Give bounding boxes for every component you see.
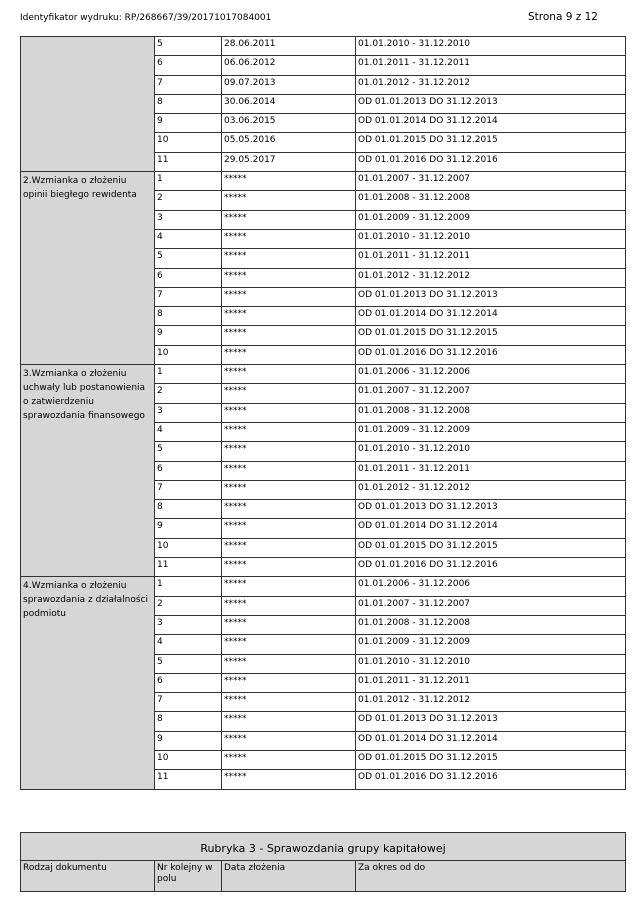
sequence-number-cell: 10 — [155, 133, 222, 152]
sequence-number-cell: 4 — [155, 422, 222, 441]
period-cell: 01.01.2012 - 31.12.2012 — [356, 693, 626, 712]
period-cell: OD 01.01.2015 DO 31.12.2015 — [356, 326, 626, 345]
filing-date-cell: ***** — [222, 287, 356, 306]
filing-date-cell: ***** — [222, 249, 356, 268]
sequence-number-cell: 5 — [155, 37, 222, 56]
sequence-number-cell: 5 — [155, 249, 222, 268]
period-cell: OD 01.01.2015 DO 31.12.2015 — [356, 133, 626, 152]
period-cell: 01.01.2008 - 31.12.2008 — [356, 403, 626, 422]
filing-date-cell: ***** — [222, 384, 356, 403]
sequence-number-cell: 11 — [155, 152, 222, 171]
sequence-number-cell: 7 — [155, 287, 222, 306]
sequence-number-cell: 2 — [155, 191, 222, 210]
period-cell: 01.01.2010 - 31.12.2010 — [356, 229, 626, 248]
filing-date-cell: ***** — [222, 326, 356, 345]
column-header-filing-date: Data złożenia — [222, 861, 356, 892]
filing-date-cell: 03.06.2015 — [222, 114, 356, 133]
rubryka-title: Rubryka 3 - Sprawozdania grupy kapitałowej — [21, 833, 626, 861]
period-cell: 01.01.2006 - 31.12.2006 — [356, 577, 626, 596]
filing-date-cell: ***** — [222, 673, 356, 692]
filing-date-cell: ***** — [222, 635, 356, 654]
period-cell: 01.01.2011 - 31.12.2011 — [356, 673, 626, 692]
filing-date-cell: 06.06.2012 — [222, 56, 356, 75]
page-number: Strona 9 z 12 — [528, 11, 598, 23]
filing-date-cell: ***** — [222, 345, 356, 364]
period-cell: OD 01.01.2015 DO 31.12.2015 — [356, 750, 626, 769]
filing-date-cell: ***** — [222, 596, 356, 615]
period-cell: OD 01.01.2014 DO 31.12.2014 — [356, 731, 626, 750]
period-cell: 01.01.2010 - 31.12.2010 — [356, 37, 626, 56]
sequence-number-cell: 1 — [155, 172, 222, 191]
filing-date-cell: ***** — [222, 712, 356, 731]
section-label: 2.Wzmianka o złożeniu opinii biegłego rewidenta — [21, 172, 155, 365]
period-cell: 01.01.2006 - 31.12.2006 — [356, 365, 626, 384]
section-label: 4.Wzmianka o złożeniu sprawozdania z działalności podmiotu — [21, 577, 155, 789]
period-cell: 01.01.2012 - 31.12.2012 — [356, 75, 626, 94]
sequence-number-cell: 5 — [155, 654, 222, 673]
period-cell: 01.01.2009 - 31.12.2009 — [356, 210, 626, 229]
rubryka-3-table — [20, 832, 626, 892]
sequence-number-cell: 6 — [155, 461, 222, 480]
period-cell: 01.01.2008 - 31.12.2008 — [356, 191, 626, 210]
filing-date-cell: 05.05.2016 — [222, 133, 356, 152]
sequence-number-cell: 1 — [155, 577, 222, 596]
period-cell: 01.01.2009 - 31.12.2009 — [356, 422, 626, 441]
sequence-number-cell: 9 — [155, 326, 222, 345]
period-cell: OD 01.01.2016 DO 31.12.2016 — [356, 770, 626, 789]
sequence-number-cell: 7 — [155, 693, 222, 712]
filing-date-cell: ***** — [222, 172, 356, 191]
sequence-number-cell: 6 — [155, 673, 222, 692]
column-header-sequence-number: Nr kolejny w polu — [155, 861, 222, 892]
column-header-document-type: Rodzaj dokumentu — [21, 861, 155, 892]
period-cell: 01.01.2010 - 31.12.2010 — [356, 654, 626, 673]
filing-date-cell: ***** — [222, 365, 356, 384]
filing-date-cell: ***** — [222, 191, 356, 210]
period-cell: 01.01.2007 - 31.12.2007 — [356, 596, 626, 615]
sequence-number-cell: 7 — [155, 480, 222, 499]
filing-date-cell: ***** — [222, 519, 356, 538]
sequence-number-cell: 8 — [155, 500, 222, 519]
sequence-number-cell: 2 — [155, 596, 222, 615]
period-cell: OD 01.01.2015 DO 31.12.2015 — [356, 538, 626, 557]
sequence-number-cell: 1 — [155, 365, 222, 384]
table-row — [21, 172, 626, 191]
filing-date-cell: 30.06.2014 — [222, 94, 356, 113]
filing-date-cell: 29.05.2017 — [222, 152, 356, 171]
filing-date-cell: ***** — [222, 770, 356, 789]
filing-date-cell: ***** — [222, 307, 356, 326]
filing-date-cell: ***** — [222, 654, 356, 673]
period-cell: OD 01.01.2013 DO 31.12.2013 — [356, 287, 626, 306]
period-cell: 01.01.2012 - 31.12.2012 — [356, 480, 626, 499]
period-cell: 01.01.2010 - 31.12.2010 — [356, 442, 626, 461]
sequence-number-cell: 9 — [155, 731, 222, 750]
filing-date-cell: 09.07.2013 — [222, 75, 356, 94]
filing-date-cell: ***** — [222, 500, 356, 519]
sequence-number-cell: 8 — [155, 712, 222, 731]
period-cell: OD 01.01.2016 DO 31.12.2016 — [356, 345, 626, 364]
sequence-number-cell: 4 — [155, 229, 222, 248]
section-label: 3.Wzmianka o złożeniu uchwały lub postanowienia o zatwierdzeniu sprawozdania finansowego — [21, 365, 155, 577]
filing-date-cell: ***** — [222, 538, 356, 557]
sequence-number-cell: 10 — [155, 345, 222, 364]
sequence-number-cell: 9 — [155, 114, 222, 133]
filing-date-cell: ***** — [222, 750, 356, 769]
sequence-number-cell: 11 — [155, 558, 222, 577]
table-row — [21, 365, 626, 384]
filings-table — [20, 36, 626, 790]
period-cell: 01.01.2009 - 31.12.2009 — [356, 635, 626, 654]
table-row — [21, 37, 626, 56]
filing-date-cell: ***** — [222, 229, 356, 248]
section-label — [21, 37, 155, 172]
filing-date-cell: ***** — [222, 693, 356, 712]
period-cell: OD 01.01.2013 DO 31.12.2013 — [356, 94, 626, 113]
sequence-number-cell: 10 — [155, 538, 222, 557]
sequence-number-cell: 11 — [155, 770, 222, 789]
filing-date-cell: ***** — [222, 210, 356, 229]
sequence-number-cell: 6 — [155, 268, 222, 287]
period-cell: OD 01.01.2014 DO 31.12.2014 — [356, 519, 626, 538]
sequence-number-cell: 10 — [155, 750, 222, 769]
filing-date-cell: ***** — [222, 615, 356, 634]
period-cell: 01.01.2008 - 31.12.2008 — [356, 615, 626, 634]
period-cell: 01.01.2011 - 31.12.2011 — [356, 461, 626, 480]
column-header-period: Za okres od do — [356, 861, 626, 892]
sequence-number-cell: 2 — [155, 384, 222, 403]
sequence-number-cell: 6 — [155, 56, 222, 75]
filing-date-cell: ***** — [222, 422, 356, 441]
sequence-number-cell: 9 — [155, 519, 222, 538]
period-cell: OD 01.01.2016 DO 31.12.2016 — [356, 558, 626, 577]
period-cell: OD 01.01.2016 DO 31.12.2016 — [356, 152, 626, 171]
period-cell: 01.01.2011 - 31.12.2011 — [356, 249, 626, 268]
filing-date-cell: ***** — [222, 577, 356, 596]
table-row — [21, 577, 626, 596]
period-cell: OD 01.01.2013 DO 31.12.2013 — [356, 500, 626, 519]
period-cell: 01.01.2007 - 31.12.2007 — [356, 172, 626, 191]
period-cell: OD 01.01.2013 DO 31.12.2013 — [356, 712, 626, 731]
sequence-number-cell: 3 — [155, 615, 222, 634]
filing-date-cell: ***** — [222, 442, 356, 461]
sequence-number-cell: 8 — [155, 94, 222, 113]
sequence-number-cell: 8 — [155, 307, 222, 326]
sequence-number-cell: 3 — [155, 403, 222, 422]
print-identifier: Identyfikator wydruku: RP/268667/39/20171017084001 — [20, 13, 272, 23]
sequence-number-cell: 3 — [155, 210, 222, 229]
sequence-number-cell: 7 — [155, 75, 222, 94]
filing-date-cell: ***** — [222, 558, 356, 577]
filing-date-cell: ***** — [222, 268, 356, 287]
period-cell: OD 01.01.2014 DO 31.12.2014 — [356, 307, 626, 326]
filing-date-cell: 28.06.2011 — [222, 37, 356, 56]
filing-date-cell: ***** — [222, 480, 356, 499]
filing-date-cell: ***** — [222, 731, 356, 750]
period-cell: OD 01.01.2014 DO 31.12.2014 — [356, 114, 626, 133]
filing-date-cell: ***** — [222, 403, 356, 422]
period-cell: 01.01.2011 - 31.12.2011 — [356, 56, 626, 75]
sequence-number-cell: 5 — [155, 442, 222, 461]
sequence-number-cell: 4 — [155, 635, 222, 654]
period-cell: 01.01.2012 - 31.12.2012 — [356, 268, 626, 287]
filing-date-cell: ***** — [222, 461, 356, 480]
period-cell: 01.01.2007 - 31.12.2007 — [356, 384, 626, 403]
